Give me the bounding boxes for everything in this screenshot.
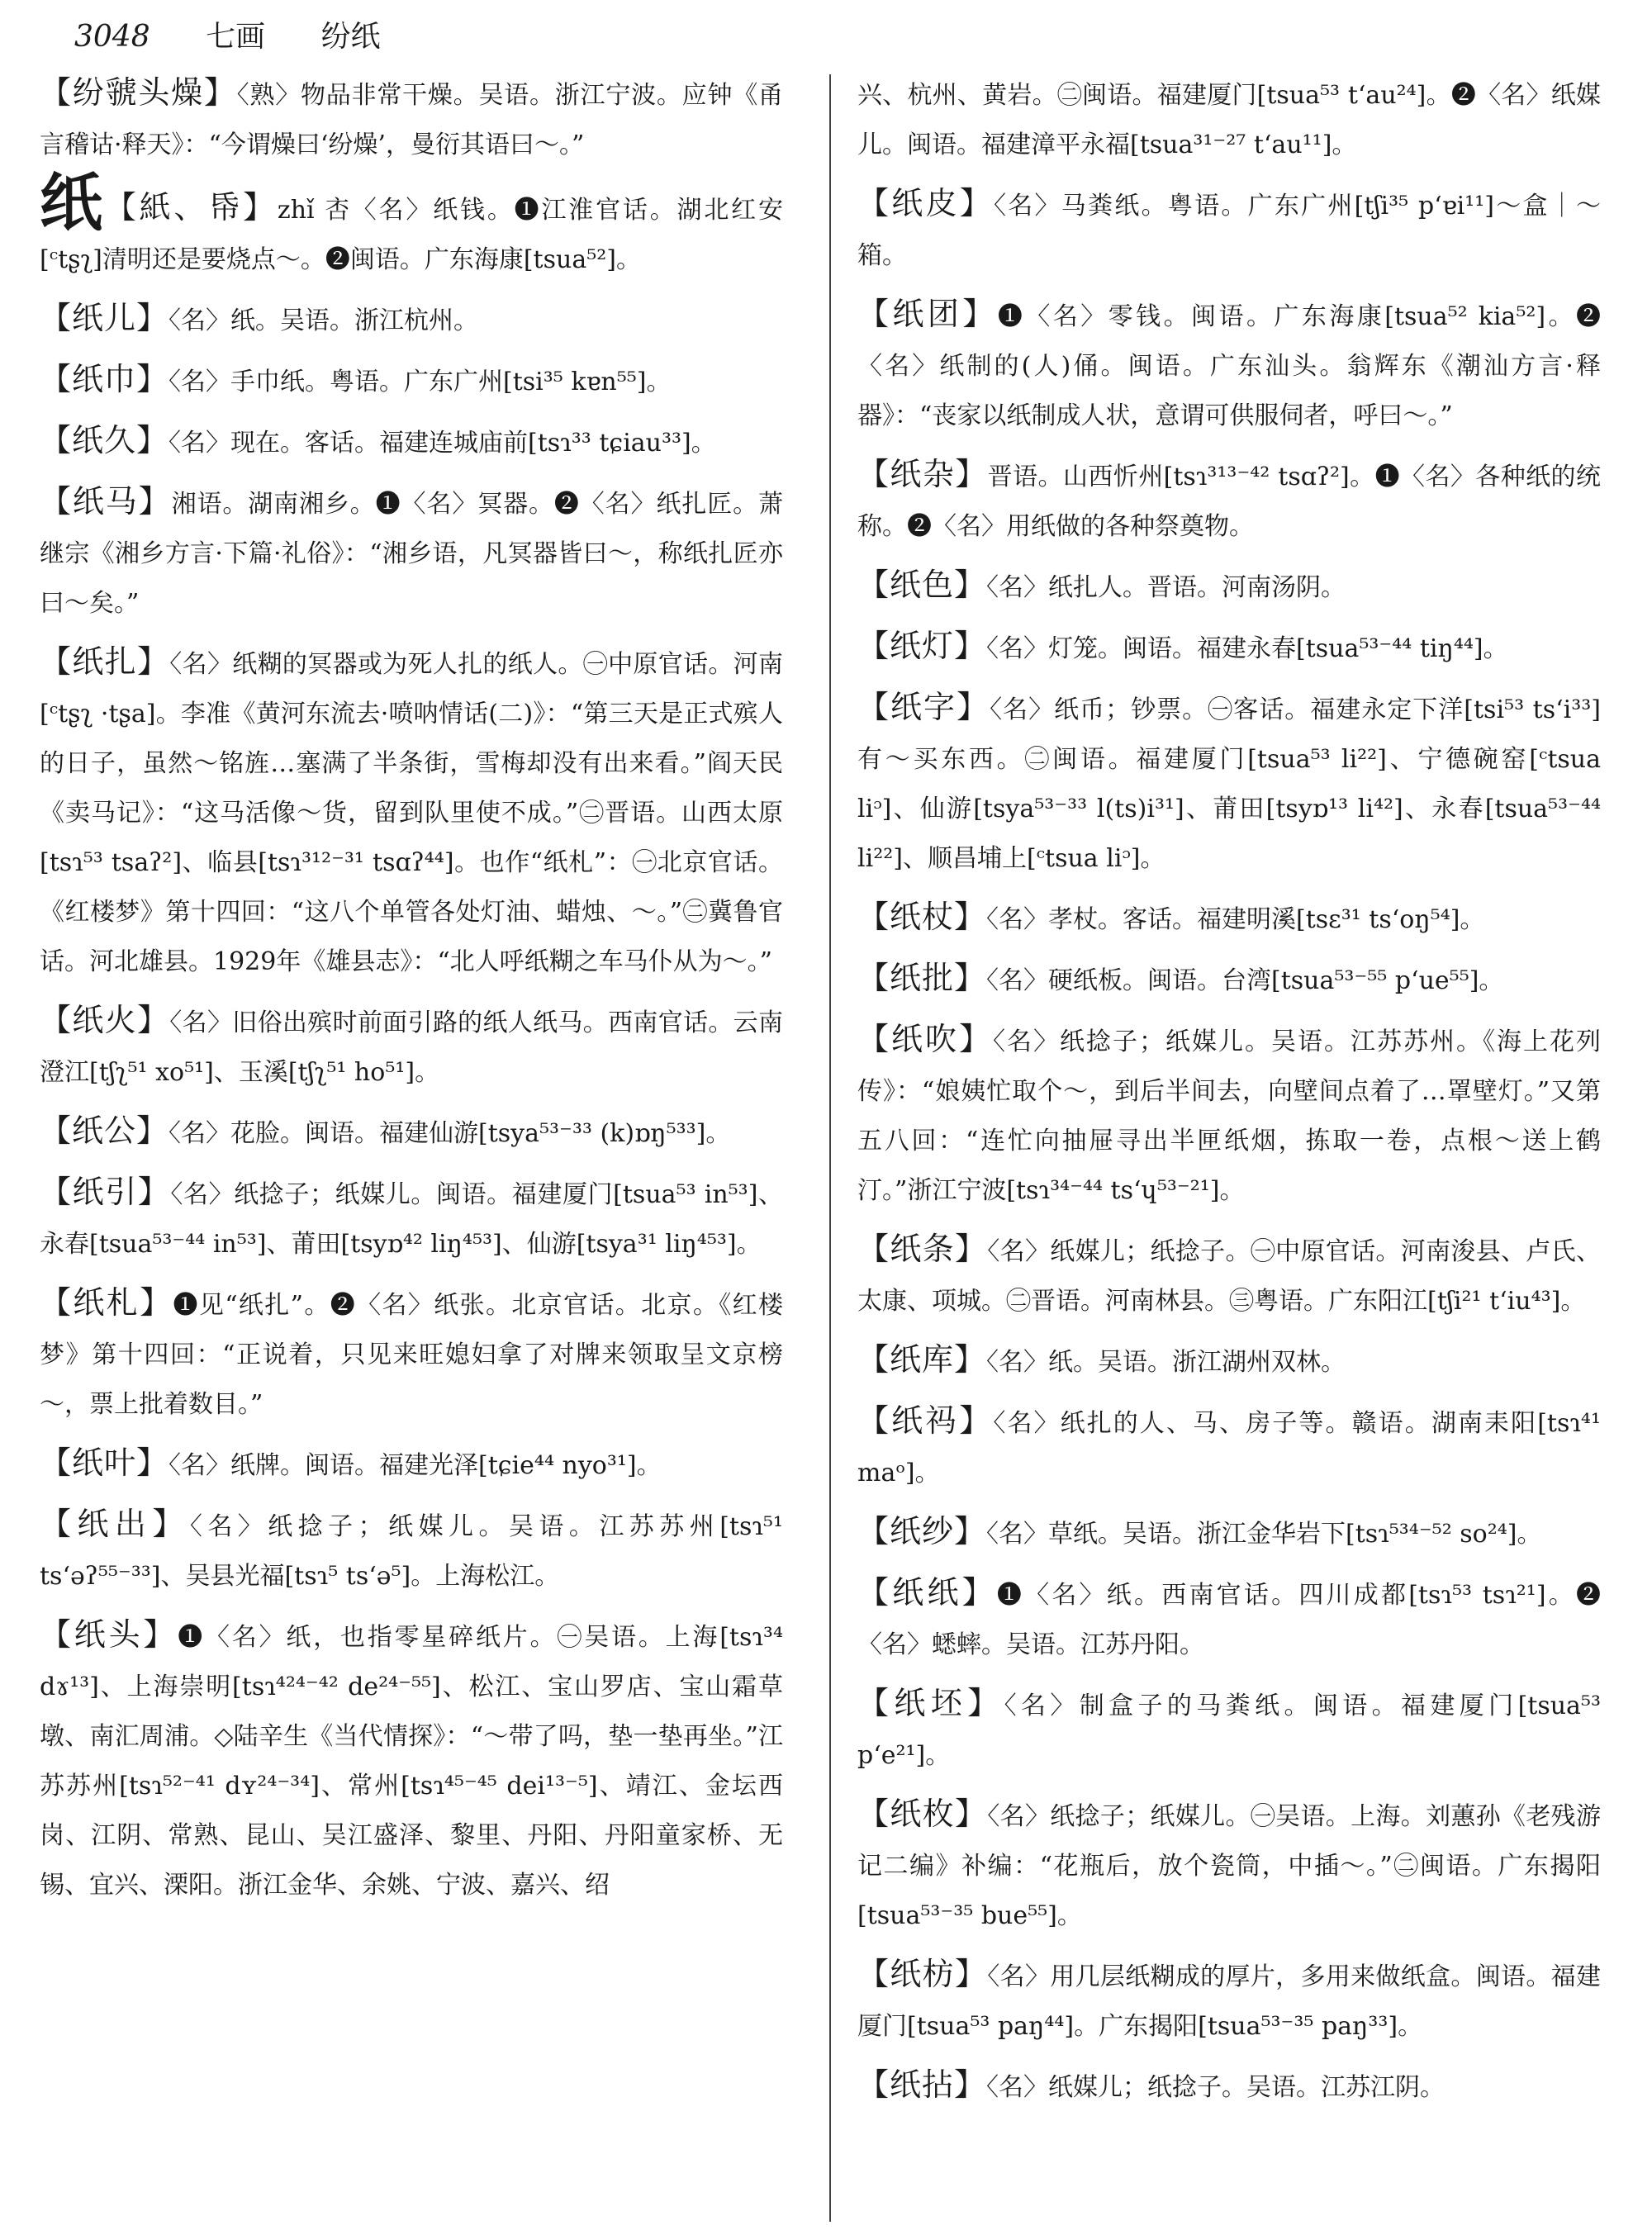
- entry: [40, 1278, 783, 1430]
- entry-headword: 【纸儿】: [40, 300, 169, 336]
- entry-definition: 〈名〉马粪纸。粤语。广东广州[tʃi³⁵ pʻɐi¹¹]～盒｜～箱。: [857, 192, 1601, 270]
- entry: [857, 1014, 1601, 1216]
- entry: [40, 68, 783, 170]
- entry-definition: 〈名〉现在。客话。福建连城庙前[tsɿ³³ tɕiau³³]。: [169, 429, 716, 458]
- entry: [857, 1224, 1601, 1326]
- entry-definition: 兴、杭州、黄岩。㊁闽语。福建厦门[tsua⁵³ tʻau²⁴]。❷〈名〉纸媒儿。闽语。福建漳平永福[tsua³¹⁻²⁷ tʻau¹¹]。: [857, 81, 1601, 159]
- entry-definition: 〈名〉纸捻子；纸媒儿。吴语。江苏苏州。《海上花列传》：“娘姨忙取个～，到后半间去，向壁间点着了…罩壁灯。”又第五八回：“连忙向抽屉寻出半匣纸烟，拣取一卷，点根～送上鹤汀。”浙江宁波[tsɿ³⁴⁻⁴⁴ tsʻɥ⁵³⁻²¹]。: [857, 1027, 1601, 1205]
- entry-definition: 〈名〉纸媒儿；纸捻子。㊀中原官话。河南浚县、卢氏、太康、项城。㊁晋语。河南林县。㊂粤语。广东阳江[tʃi²¹ tʻiu⁴³]。: [857, 1237, 1601, 1316]
- entry-definition: ❶〈名〉纸，也指零星碎纸片。㊀吴语。上海[tsɿ³⁴ dɤ¹³]、上海崇明[tsɿ⁴²⁴⁻⁴² de²⁴⁻⁵⁵]、松江、宝山罗店、宝山霜草墩、南汇周浦。◇陆辛生《当代情探》：“～带了吗，垫一垫再坐。”江苏苏州[tsɿ⁵²⁻⁴¹ dʏ²⁴⁻³⁴]、常州[tsɿ⁴⁵⁻⁴⁵ dei¹³⁻⁵]、靖江、金坛西岗、江阴、常熟、昆山、吴江盛泽、黎里、丹阳、丹阳童家桥、无锡、宜兴、溧阳。浙江金华、余姚、宁波、嘉兴、绍: [40, 1623, 783, 1900]
- entry-definition: 〈名〉纸捻子；纸媒儿。㊀吴语。上海。刘蕙孙《老残游记二编》补编：“花瓶后，放个瓷筒，中插～。”㊁闽语。广东揭阳[tsua⁵³⁻³⁵ bue⁵⁵]。: [857, 1802, 1601, 1930]
- entry: [857, 1568, 1601, 1670]
- page-header: [74, 15, 1602, 59]
- entry: [857, 1506, 1601, 1559]
- entry-headword: 【纸吹】: [857, 1021, 993, 1057]
- entry-definition: 〈名〉纸币；钞票。㊀客话。福建永定下洋[tsi⁵³ tsʻi³³]有～买东西。㊁闽语。福建厦门[tsua⁵³ li²²]、宁德碗窑[ᶜtsua liᵓ]、仙游[tsya⁵³⁻³³ l(ts)i³¹]、莆田[tsyɒ¹³ li⁴²]、永春[tsua⁵³⁻⁴⁴ li²²]、顺昌埔上[ᶜtsua liᵓ]。: [857, 695, 1601, 873]
- main-character: 纸: [40, 166, 105, 240]
- entry: [857, 621, 1601, 674]
- stroke-count: 七画: [206, 20, 266, 54]
- entry-definition: 〈熟〉物品非常干燥。吴语。浙江宁波。应钟《甬言稽诂·释天》：“今谓燥曰‘纷燥’，曼衍其语曰～。”: [40, 81, 783, 159]
- entry: [857, 2060, 1601, 2113]
- entry: [40, 995, 783, 1098]
- entry-definition: 〈名〉旧俗出殡时前面引路的纸人纸马。西南官话。云南澄江[tʃʅ⁵¹ xo⁵¹]、玉溪[tʃʅ⁵¹ ho⁵¹]。: [40, 1008, 783, 1087]
- entry-headword: 【纸马】: [40, 483, 172, 520]
- entry: [40, 1167, 783, 1269]
- entry: [857, 560, 1601, 613]
- entry-headword: 【纸批】: [857, 960, 987, 996]
- entry: [857, 1396, 1601, 1498]
- entry-headword: 【纸札】: [40, 1284, 173, 1321]
- entry-definition: 〈名〉纸捻子；纸媒儿。闽语。福建厦门[tsua⁵³ in⁵³]、永春[tsua⁵³⁻⁴⁴ in⁵³]、莆田[tsyɒ⁴² liŋ⁴⁵³]、仙游[tsya³¹ liŋ⁴⁵³]。: [40, 1180, 783, 1259]
- entry-headword: 【纸久】: [40, 422, 169, 458]
- entry-definition: 〈名〉纸糊的冥器或为死人扎的纸人。㊀中原官话。河南[ᶜtʂʅ ·tʂa]。李准《黄河东流去·喷呐情话(二)》：“第三天是正式殡人的日子，虽然～铭旌…塞满了半条街，雪梅却没有出来看。”阎天民《卖马记》：“这马活像～货，留到队里使不成。”㊁晋语。山西太原[tsɿ⁵³ tsaʔ²]、临县[tsɿ³¹²⁻³¹ tsɑʔ⁴⁴]。也作“纸札”：㊀北京官话。《红楼梦》第十四回：“这八个单管各处灯油、蜡烛、～。”㊁冀鲁官话。河北雄县。1929年《雄县志》：“北人呼纸糊之车马仆从为～。”: [40, 650, 783, 976]
- entry: [40, 293, 783, 346]
- left-column: [40, 68, 783, 1919]
- entry: [857, 1335, 1601, 1388]
- entry-headword: 【纸杖】: [857, 899, 987, 935]
- entry-headword: 【纸出】: [40, 1506, 190, 1542]
- entry-headword: 【纸条】: [857, 1231, 988, 1267]
- entry: [40, 1610, 783, 1910]
- entry-definition: 〈名〉纸。吴语。浙江杭州。: [169, 306, 479, 335]
- entry-headword: 【纸扎】: [40, 643, 170, 680]
- entry: [40, 1438, 783, 1491]
- entry-definition: 〈名〉孝杖。客话。福建明溪[tsɛ³¹ tsʻoŋ⁵⁴]。: [986, 905, 1485, 934]
- entry-definition: 〈名〉纸扎的人、马、房子等。赣语。湖南耒阳[tsɿ⁴¹ maᵒ]。: [857, 1409, 1601, 1487]
- entry-headword: 【纸皮】: [857, 185, 995, 221]
- entry-definition: 〈名〉纸。吴语。浙江湖州双林。: [986, 1348, 1346, 1377]
- entry: [857, 289, 1601, 441]
- entry-headword: 【纸杂】: [857, 456, 988, 492]
- entry: [857, 178, 1601, 281]
- entry-definition: 〈名〉灯笼。闽语。福建永春[tsua⁵³⁻⁴⁴ tiŋ⁴⁴]。: [986, 634, 1508, 663]
- entry-headword: 【纸团】: [857, 296, 998, 332]
- entry-headword: 【纷虢头燥】: [40, 74, 237, 111]
- entry: [40, 354, 783, 407]
- entry: [40, 1106, 783, 1159]
- entry-headword: 【纸巾】: [40, 361, 169, 397]
- entry-headword: 【纸色】: [857, 567, 987, 603]
- entry: [857, 1949, 1601, 2052]
- entry: [857, 1678, 1601, 1781]
- entry-headword: 【纸头】: [40, 1616, 178, 1653]
- entry-definition: ❶〈名〉零钱。闽语。广东海康[tsua⁵² kia⁵²]。❷〈名〉纸制的(人)俑。闽语。广东汕头。翁辉东《潮汕方言·释器》：“丧家以纸制成人状，意谓可供服伺者，呼曰～。”: [857, 302, 1601, 430]
- entry: [857, 892, 1601, 945]
- entry-definition: 〈名〉花脸。闽语。福建仙游[tsya⁵³⁻³³ (k)ɒŋ⁵³³]。: [169, 1119, 731, 1148]
- entry-headword: 【纸叶】: [40, 1445, 169, 1481]
- entry-definition: zhǐ 㕻〈名〉纸钱。❶江淮官话。湖北红安[ᶜtʂʅ]清明还是要烧点～。❷闽语。广东海康[tsua⁵²]。: [40, 196, 783, 274]
- entry-headword: 【纸枋】: [857, 1956, 988, 1992]
- entry: [40, 415, 783, 468]
- entry-definition: ❶见“纸扎”。❷〈名〉纸张。北京官话。北京。《红楼梦》第十四回：“正说着，只见来旺媳妇拿了对牌来领取呈文京榜～，票上批着数目。”: [40, 1291, 783, 1419]
- entry-definition: 〈名〉制盒子的马粪纸。闽语。福建厦门[tsua⁵³ pʻe²¹]。: [857, 1691, 1601, 1770]
- entry-definition: ❶〈名〉纸。西南官话。四川成都[tsɿ⁵³ tsɿ²¹]。❷〈名〉蟋蟀。吴语。江苏丹阳。: [857, 1581, 1601, 1659]
- entry: [40, 166, 783, 285]
- entry: [857, 68, 1601, 170]
- entry-headword: 【纸坯】: [857, 1685, 1004, 1721]
- entry-definition: 〈名〉纸捻子；纸媒儿。吴语。江苏苏州[tsɿ⁵¹ tsʻəʔ⁵⁵⁻³³]、吴县光福[tsɿ⁵ tsʻə⁵]。上海松江。: [40, 1512, 783, 1591]
- entry-definition: 〈名〉纸媒儿；纸捻子。吴语。江苏江阴。: [986, 2073, 1446, 2102]
- entry-headword: 【纸库】: [857, 1341, 987, 1378]
- page-number: 3048: [74, 20, 150, 54]
- entry-headword: 【紙、帋】: [104, 189, 278, 225]
- entry-headword: 【纸字】: [857, 689, 990, 725]
- entry-headword: 【纸纸】: [857, 1574, 997, 1611]
- entry-headword: 【纸引】: [40, 1174, 171, 1210]
- entry-headword: 【纸公】: [40, 1113, 169, 1149]
- entry-definition: 〈名〉手巾纸。粤语。广东广州[tsi³⁵ kɐn⁵⁵]。: [169, 368, 672, 396]
- entry-definition: 〈名〉纸牌。闽语。福建光泽[tɕie⁴⁴ nyo³¹]。: [169, 1451, 662, 1480]
- entry-headword: 【纸火】: [40, 1002, 170, 1038]
- entry-definition: 〈名〉用几层纸糊成的厚片，多用来做纸盒。闽语。福建厦门[tsua⁵³ paŋ⁴⁴]。广东揭阳[tsua⁵³⁻³⁵ paŋ³³]。: [857, 1962, 1601, 2041]
- entry: [40, 477, 783, 629]
- column-divider: [829, 74, 831, 2222]
- entry: [857, 682, 1601, 884]
- entry: [40, 637, 783, 987]
- entry-headword: 【纸灯】: [857, 628, 987, 664]
- entry-definition: 湘语。湖南湘乡。❶〈名〉冥器。❷〈名〉纸扎匠。萧继宗《湘乡方言·下篇·礼俗》：“湘乡语，凡冥器皆曰～，称纸扎匠亦曰～矣。”: [40, 490, 783, 618]
- entry-range: 纷纸: [320, 20, 381, 54]
- entry-headword: 【纸拈】: [857, 2066, 987, 2103]
- entry-definition: 〈名〉硬纸板。闽语。台湾[tsua⁵³⁻⁵⁵ pʻue⁵⁵]。: [986, 966, 1504, 995]
- entry: [40, 1499, 783, 1601]
- right-column: [857, 68, 1601, 2121]
- entry-definition: 〈名〉草纸。吴语。浙江金华岩下[tsɿ⁵³⁴⁻⁵² so²⁴]。: [986, 1520, 1542, 1549]
- entry-definition: 〈名〉纸扎人。晋语。河南汤阴。: [986, 573, 1346, 602]
- entry: [857, 1789, 1601, 1941]
- entry-headword: 【纸祃】: [857, 1402, 994, 1439]
- entry-definition: 晋语。山西忻州[tsɿ³¹³⁻⁴² tsɑʔ²]。❶〈名〉各种纸的统称。❷〈名〉用纸做的各种祭奠物。: [857, 463, 1601, 541]
- entry-headword: 【纸纱】: [857, 1513, 987, 1549]
- entry: [857, 953, 1601, 1006]
- entry-headword: 【纸枚】: [857, 1796, 988, 1832]
- entry: [857, 449, 1601, 552]
